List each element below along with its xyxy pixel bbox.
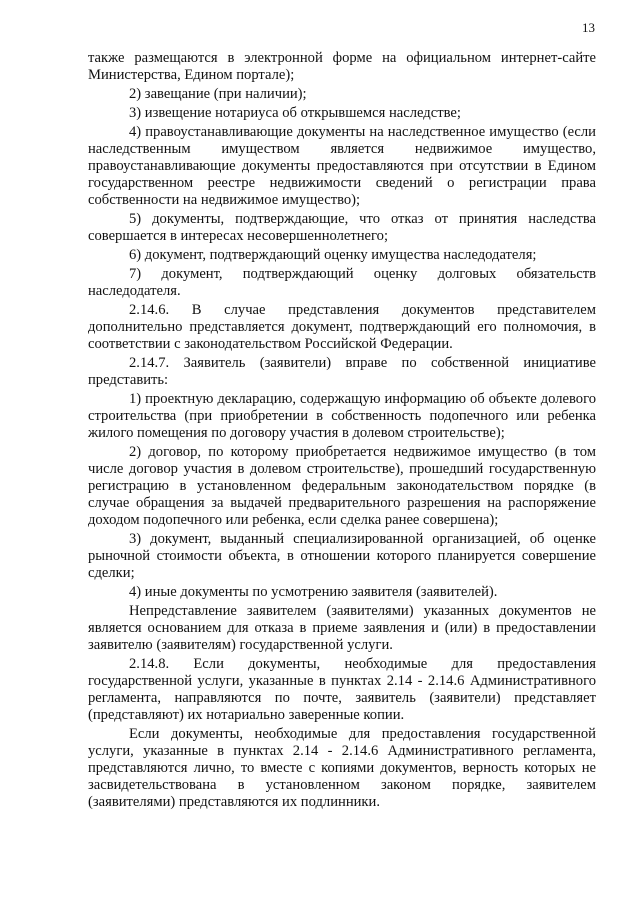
optional-item-2-contract: 2) договор, по которому приобретается недвижимое имущество (в том числе договор участия в долевом строительстве), прошедший государственную регистрацию в установленном федеральным законодательством порядке (в случае обращения за выдачей предварительного разрешения на распоряжение доходом подопечного или ребенка, если сделка ранее совершена);	[88, 444, 596, 528]
list-item-3-notary-notice: 3) извещение нотариуса об открывшемся наследстве;	[129, 105, 461, 121]
list-item-6-property-valuation: 6) документ, подтверждающий оценку имущества наследодателя;	[129, 247, 537, 263]
clause-2-14-7: 2.14.7. Заявитель (заявители) вправе по собственной инициативе представить:	[88, 355, 596, 388]
page-number: 13	[582, 20, 595, 35]
list-item-4-title-documents: 4) правоустанавливающие документы на наследственное имущество (если наследственным имуществом является недвижимое имущество, правоустанавливающие документы предоставляются при отсутствии в Едином государственном реестре недвижимости сведений о регистрации права собственности на недвижимое имущество);	[88, 124, 596, 208]
document-body	[88, 50, 596, 813]
clause-2-14-6: 2.14.6. В случае представления документов представителем дополнительно представляется документ, подтверждающий его полномочия, в соответствии с законодательством Российской Федерации.	[88, 302, 596, 352]
list-item-7-debt-valuation: 7) документ, подтверждающий оценку долговых обязательств наследодателя.	[88, 266, 596, 299]
paragraph-continuation: также размещаются в электронной форме на официальном интернет-сайте Министерства, Едином портале);	[88, 50, 596, 83]
list-item-2-will: 2) завещание (при наличии);	[129, 86, 307, 102]
list-item-5-refusal-documents: 5) документы, подтверждающие, что отказ от принятия наследства совершается в интересах несовершеннолетнего;	[88, 211, 596, 244]
optional-item-3-valuation-document: 3) документ, выданный специализированной организацией, об оценке рыночной стоимости объекта, в отношении которого планируется совершение сделки;	[88, 531, 596, 581]
optional-item-1-project-declaration: 1) проектную декларацию, содержащую информацию об объекте долевого строительства (при приобретении в собственность подопечного или ребенка жилого помещения по договору участия в долевом строительстве);	[88, 391, 596, 441]
clause-2-14-8: 2.14.8. Если документы, необходимые для предоставления государственной услуги, указанные в пунктах 2.14 - 2.14.6 Административного регламента, направляются по почте, заявитель (заявители) представляет (представляют) их нотариально заверенные копии.	[88, 656, 596, 723]
non-submission-note: Непредставление заявителем (заявителями) указанных документов не является основанием для отказа в приеме заявления и (или) в предоставлении заявителю (заявителям) государственной услуги.	[88, 603, 596, 653]
originals-note: Если документы, необходимые для предоставления государственной услуги, указанные в пунктах 2.14 - 2.14.6 Административного регламента, представляются лично, то вместе с копиями документов, верность которых не засвидетельствована в установленном законом порядке, заявителем (заявителями) представляются их подлинники.	[88, 726, 596, 810]
optional-item-4-other-documents: 4) иные документы по усмотрению заявителя (заявителей).	[129, 584, 498, 600]
